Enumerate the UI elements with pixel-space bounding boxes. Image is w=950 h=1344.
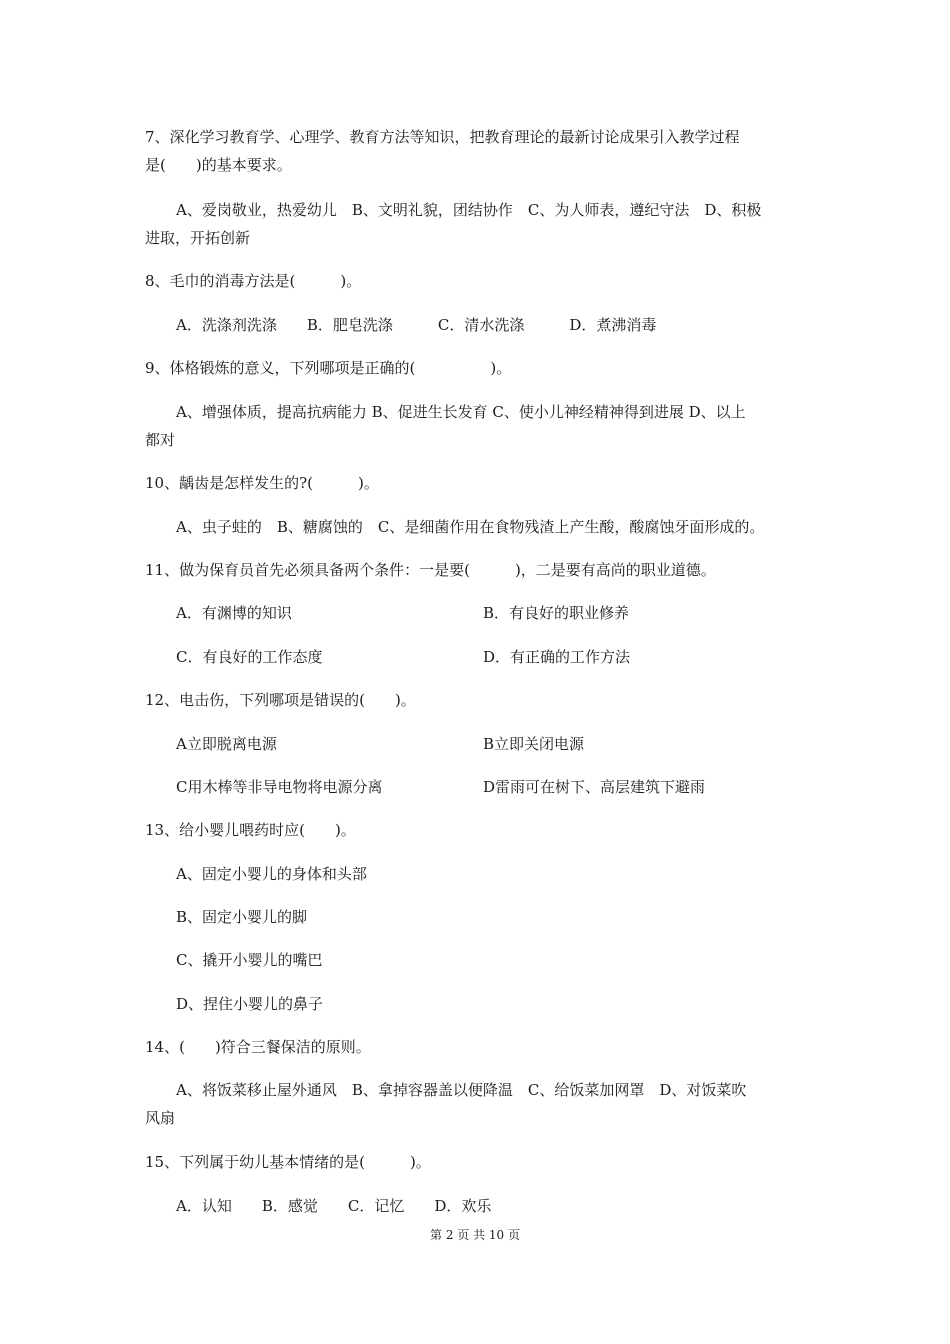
question-14-stem: 14、( )符合三餐保洁的原则。 <box>145 1038 371 1056</box>
question-15-stem: 15、下列属于幼儿基本情绪的是( )。 <box>145 1153 431 1171</box>
question-10-options: A、虫子蛀的 B、糖腐蚀的 C、是细菌作用在食物残渣上产生酸，酸腐蚀牙面形成的。 <box>176 518 765 536</box>
page-number-footer: 第 2 页 共 10 页 <box>430 1228 520 1242</box>
question-8-stem: 8、毛巾的消毒方法是( )。 <box>145 272 362 290</box>
question-7-stem-line-2: 是( )的基本要求。 <box>145 156 292 174</box>
question-12-option-b: B立即关闭电源 <box>483 735 585 753</box>
question-12-option-d: D雷雨可在树下、高层建筑下避雨 <box>483 778 706 796</box>
question-14-options-continued: 风扇 <box>145 1109 176 1127</box>
question-13-option-b: B、固定小婴儿的脚 <box>176 908 308 926</box>
question-11-option-a: A．有渊博的知识 <box>176 604 292 622</box>
question-7-options: A、爱岗敬业，热爱幼儿 B、文明礼貌，团结协作 C、为人师表，遵纪守法 D、积极 <box>176 201 762 219</box>
question-11-stem: 11、做为保育员首先必须具备两个条件：一是要( )，二是要有高尚的职业道德。 <box>145 561 716 579</box>
question-9-options-continued: 都对 <box>145 431 176 449</box>
question-9-stem: 9、体格锻炼的意义，下列哪项是正确的( )。 <box>145 359 512 377</box>
question-13-option-d: D、捏住小婴儿的鼻子 <box>176 995 324 1013</box>
question-12-option-a: A立即脱离电源 <box>176 735 277 753</box>
question-9-options: A、增强体质，提高抗病能力 B、促进生长发育 C、使小儿神经精神得到进展 D、以上 <box>176 403 746 421</box>
question-10-stem: 10、龋齿是怎样发生的?( )。 <box>145 474 379 492</box>
question-13-option-c: C、撬开小婴儿的嘴巴 <box>176 951 323 969</box>
question-11-option-b: B．有良好的职业修养 <box>483 604 630 622</box>
question-11-option-c: C．有良好的工作态度 <box>176 648 323 666</box>
question-13-stem: 13、给小婴儿喂药时应( )。 <box>145 821 356 839</box>
question-12-stem: 12、电击伤，下列哪项是错误的( )。 <box>145 691 416 709</box>
question-11-option-d: D．有正确的工作方法 <box>483 648 631 666</box>
question-7-stem-line-1: 7、深化学习教育学、心理学、教育方法等知识，把教育理论的最新讨论成果引入教学过程 <box>145 128 740 146</box>
question-15-options: A．认知 B．感觉 C．记忆 D．欢乐 <box>176 1197 492 1215</box>
question-7-options-continued: 进取，开拓创新 <box>145 229 251 247</box>
question-13-option-a: A、固定小婴儿的身体和头部 <box>176 865 367 883</box>
question-14-options: A、将饭菜移止屋外通风 B、拿掉容器盖以便降温 C、给饭菜加网罩 D、对饭菜吹 <box>176 1081 747 1099</box>
question-12-option-c: C用木棒等非导电物将电源分离 <box>176 778 383 796</box>
question-8-options: A．洗涤剂洗涤 B．肥皂洗涤 C．清水洗涤 D．煮沸消毒 <box>176 316 657 334</box>
